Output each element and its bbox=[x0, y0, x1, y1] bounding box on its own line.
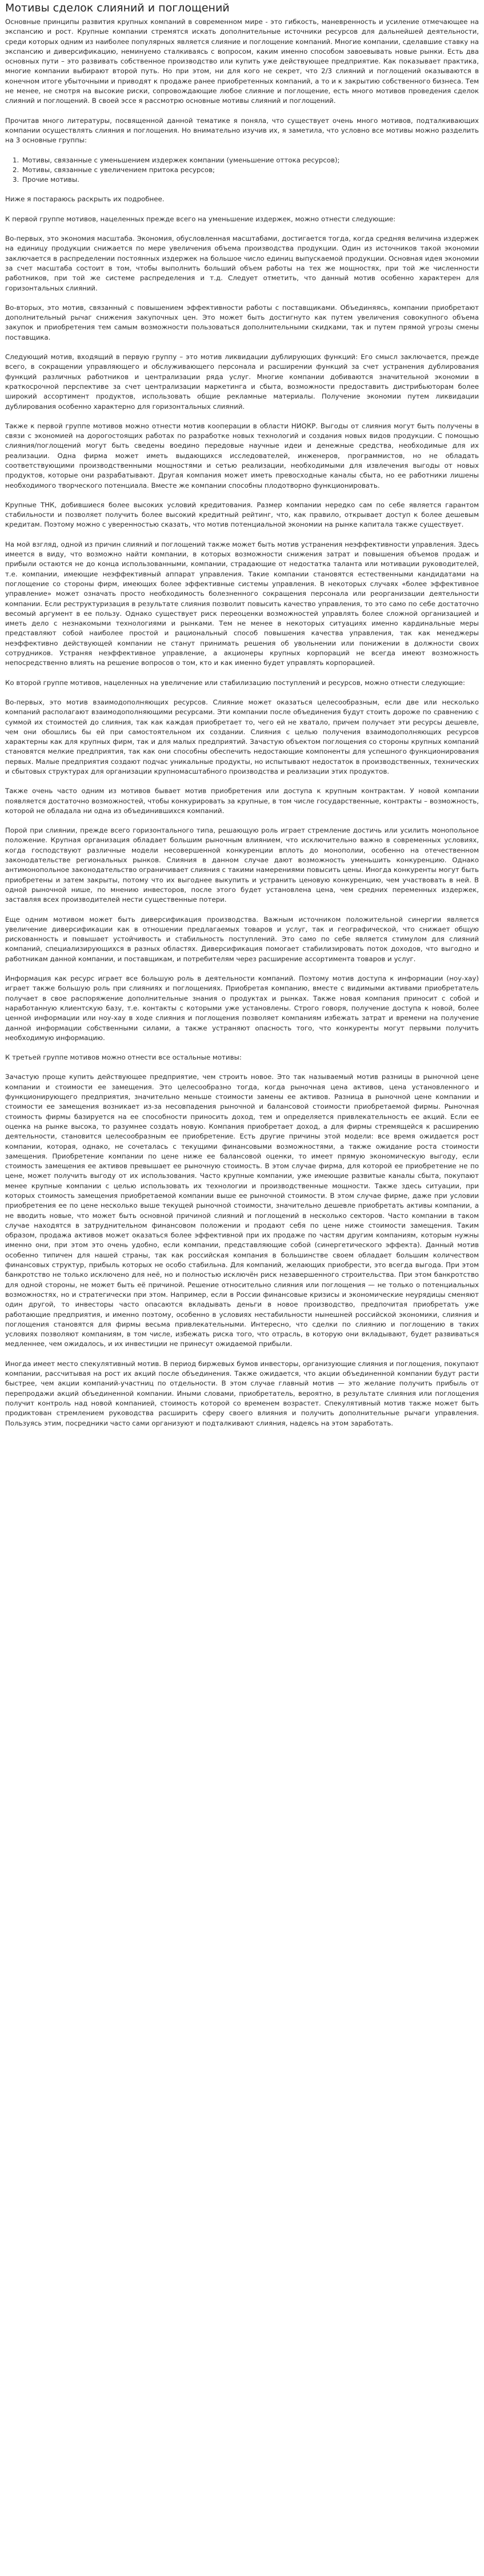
paragraph: Во-первых, это мотив взаимодополняющих ресурсов. Слияние может оказаться целесообразным, если две или несколько компаний располагают взаимодополняющими ресурсами. Эти компании после объединения будут стоить дороже по сравнению с суммой их стоимостей до слияния, так как каждая приобретает то, чего ей не хватало, причем получает эти ресурсы дешевле, чем они обошлись бы ей при самостоятельном их создании. Слияния с целью получения взаимодополняющих ресурсов характерны как для крупных фирм, так и для малых предприятий. Зачастую объектом поглощения со стороны крупных компаний становятся мелкие предприятия, так как они способны обеспечить недостающие компоненты для успешного функционирования первых. Малые предприятия создают подчас уникальные продукты, но испытывают недостаток в производственных, технических и сбытовых структурах для организации крупномасштабного производства и реализации этих продуктов. bbox=[5, 698, 479, 775]
page-title: Мотивы сделок слияний и поглощений bbox=[5, 2, 230, 14]
paragraph: Во-вторых, это мотив, связанный с повышением эффективности работы с поставщиками. Объединяясь, компании приобретают дополнительный рычаг снижения закупочных цен. Это может быть достигнуто как путем увеличения совокупного объема закупок и приобретения тем самым возможности пользоваться дополнительными скидками, так и путем прямой угрозы смены поставщика. bbox=[5, 303, 479, 341]
paragraph: Также к первой группе мотивов можно отнести мотив кооперации в области НИОКР. Выгоды от слияния могут быть получены в связи с экономией на дорогостоящих работах по разработке новых технологий и создания новых видов продукции. С помощью слияния/поглощений могут быть сведены воедино передовые научные идеи и денежные средства, необходимые для их реализации. Одна фирма может иметь выдающихся исследователей, инженеров, программистов, но не обладать соответствующими производственными мощностями и сетью реализации, необходимыми для извлечения выгоды от новых продуктов, которые они разрабатывают. Другая компания может иметь превосходные каналы сбыта, но ее работники лишены необходимого творческого потенциала. Вместе же компании способны плодотворно функционировать. bbox=[5, 421, 479, 489]
paragraph: Иногда имеет место спекулятивный мотив. В период биржевых бумов инвесторы, организующие слияния и поглощения, покупают компании, рассчитывая на рост их акций после объединения. Также ожидается, что акции объединенной компании будут расти быстрее, чем акции компаний-участниц по отдельности. В этом случае главный мотив — это желание получить прибыль от перепродажи акций объединенной компании. Иными словами, приобретатель, вероятно, в результате слияния или поглощения получит контроль над новой компанией, стоимость которой со временем возрастет. Спекулятивный мотив также может быть продиктован стремлением руководства расширить сферу своего влияния и получить дополнительные рычаги управления. Пользуясь этим, посредники часто сами организуют и подталкивают слияния, надеясь на этом заработать. bbox=[5, 1359, 479, 1427]
paragraph: Также очень часто одним из мотивов бывает мотив приобретения или доступа к крупным контрактам. У новой компании появляется достаточно возможностей, чтобы конкурировать за крупные, в том числе государственные, контракты – возможность, которой не обладала ни одна из объединившихся компаний. bbox=[5, 787, 479, 815]
list-item: 2. Мотивы, связанные с увеличением притока ресурсов; bbox=[21, 165, 479, 175]
paragraph: Следующий мотив, входящий в первую группу – это мотив ликвидации дублирующих функций: Его смысл заключается, прежде всего, в сокращении управляющего и обслуживающего персонала и расширении функций за счет устранения дублирования функций различных работников и централизации ряда услуг. Многие компании добиваются значительной экономии в краткосрочной перспективе за счет централизации маркетинга и сбыта, возможности предоставить дистрибьюторам более широкий ассортимент продуктов, использовать общие рекламные материалы. Получение экономии путем ликвидации дублирования особенно характерно для горизонтальных слияний. bbox=[5, 353, 479, 411]
paragraph: Зачастую проще купить действующее предприятие, чем строить новое. Это так называемый мотив разницы в рыночной цене компании и стоимости ее замещения. Это целесообразно тогда, когда рыночная цена активов, цена установленного и функционирующего предприятия, значительно меньше стоимости замены ее активов. Разница в рыночной цене компании и стоимости ее замещения возникает из-за несовпадения рыночной и балансовой стоимости приобретаемой фирмы. Рыночная стоимость фирмы базируется на ее способности приносить доход, тем и определяется привлекательность ее акций. Если ее оценка на рынке высока, то разумнее создать новую. Компания приобретает доход, а для фирмы стремящейся к расширению деятельности, становится целесообразным ее приобретение. Есть другие причины этой модели: все время ожидается рост компании, которая, однако, не сочеталась с текущими финансовыми возможностями, а также ожидание роста стоимости замещения. Приобретение компании по цене ниже ее балансовой оценки, то имеет прямую экономическую выгоду, если стоимость замещения ее активов превышает ее рыночную стоимость. В этом случае фирма, для которой ее приобретение не по цене, может получить выгоду от их использования. Часто крупные компании, уже имеющие развитые каналы сбыта, покупают менее крупные компании с целью использовать их технологии и производственные мощности. Также здесь ситуации, при которых стоимость замещения приобретаемой компании выше ее рыночной стоимости. В этом случае фирме, даже при условии приобретения ее по цене несколько выше текущей рыночной стоимости, значительно дешевле приобретать активы компании, а не вводить новые, что может быть основной причиной слияний и поглощений в несколько секторов. Часто компании в таком случае находятся в затруднительном финансовом положении и продают себя по цене ниже стоимости замещения. Таким образом, продажа активов может оказаться более эффективной при их продаже по частям другим компаниям, которым нужны именно они, при этом это очень удобно, если компании, представляющие собой (синергетического эффекта). Данный мотив особенно типичен для нашей страны, так как российская компания в большинстве своем обладает большим количеством финансовых структур, прибыль которых не особо стабильна. Для компаний, желающих приобрести, это всегда выгода. При этом банкротство не только исключено для неё, но и полностью исключён риск незавершенного строительства. При этом банкротство для одной стороны, не может быть её причиной. Решение относительно слияния или поглощения — не только о потенциальных возможностях, но и стратегически при этом. Например, если в России финансовые кризисы и экономические неурядицы сменяют один другой, то инвесторы часто опасаются вкладывать деньги в новое производство, предпочитая приобретать уже работающие предприятия, и именно поэтому, особенно в условиях нестабильности нынешней российской экономики, слияния и поглощения становятся для фирмы весьма привлекательными. Интересно, что сделки по слиянию и поглощению в таких условиях позволяют компаниям, в том числе, избежать риска того, что отрасль, в которую они вкладывают, будет развиваться медленнее, чем ожидалось, и их инвестиции не принесут ожидаемой прибыли. bbox=[5, 1073, 479, 1348]
paragraph: Во-первых, это экономия масштаба. Экономия, обусловленная масштабами, достигается тогда, когда средняя величина издержек на единицу продукции снижается по мере увеличения объема производства продукции. Один из источников такой экономии заключается в распределении постоянных издержек на большое число единиц выпускаемой продукции. Основная идея экономии за счет масштаба состоит в том, чтобы выполнить больший объем работы на тех же мощностях, при той же численности работников, при той же системе распределения и т.д. Следует отметить, что данный мотив особенно характерен для горизонтальных слияний. bbox=[5, 234, 479, 292]
paragraph: Ко второй группе мотивов, нацеленных на увеличение или стабилизацию поступлений и ресурсов, можно отнести следующие: bbox=[5, 678, 465, 687]
list-item: 1. Мотивы, связанные с уменьшением издержек компании (уменьшение оттока ресурсов); bbox=[21, 156, 479, 165]
paragraph: Еще одним мотивом может быть диверсификация производства. Важным источником положительной синергии является увеличение диверсификации как в отношении предлагаемых товаров и услуг, так и географической, что снижает общую рискованность и повышает устойчивость и стабильность поступлений. Это само по себе является стимулом для слияний компаний, специализирующихся в разных областях. Диверсификация помогает стабилизировать поток доходов, что выгодно и работникам данной компании, и поставщикам, и потребителям через расширение ассортимента товаров и услуг. bbox=[5, 915, 479, 963]
paragraph: Крупные ТНК, добившиеся более высоких условий кредитования. Размер компании нередко сам по себе является гарантом стабильности и позволяет получить более высокий кредитный рейтинг, что, как правило, открывает доступ к более дешевым кредитам. Поэтому можно с уверенностью сказать, что мотив потенциальной экономии на рынке капитала также существует. bbox=[5, 500, 479, 529]
paragraph: Ниже я постараюсь раскрыть их подробнее. bbox=[5, 195, 165, 204]
paragraph: Информация как ресурс играет все большую роль в деятельности компаний. Поэтому мотив доступа к информации (ноу-хау) играет также большую роль при слияниях и поглощениях. Приобретая компанию, вместе с видимыми активами приобретатель получает в свое распоряжение дополнительные знания о продуктах и рынках. Также новая компания приносит с собой и наработанную клиентскую базу, т.е. контакты с которыми уже установлены. Строго говоря, получение доступа к новой, более ценной информации или ноу-хау в ходе слияния и поглощения позволяет компаниям избежать затрат и времени на получение данной информации собственными силами, а также устраняют опасность того, что конкуренты могут первыми получить необходимую информацию. bbox=[5, 974, 479, 1042]
intro-section bbox=[5, 17, 479, 146]
paragraph: К первой группе мотивов, нацеленных прежде всего на уменьшение издержек, можно отнести следующие: bbox=[5, 214, 396, 223]
paragraph: Основные принципы развития крупных компаний в современном мире - это гибкость, маневренность и усиление отмечающее на экспансию и рост. Крупные компании стремятся искать дополнительные источники ресурсов для дальнейшей деятельности, среди которых одним из наиболее популярных является слияние и поглощение компаний. Многие компании, сделавшие ставку на экспансию и диверсификацию, неминуемо сталкиваясь с вопросом, каким именно способом завоевывать новые рынки. Есть два основных пути – это развивать собственное производство или купить уже действующее предприятие. Как показывает практика, многие компании выбирают второй путь. Но при этом, ни для кого не секрет, что 2/3 слияний и поглощений оказываются в конечном итоге убыточными и приводят к продаже ранее приобретенных компаний, а то и к закрытию собственного бизнеса. Тем не менее, не смотря на высокие риски, сопровождающие любое слияние и поглощение, есть много мотивов проведения сделок слияний и поглощений. В своей эссе я рассмотрю основные мотивы слияний и поглощений. bbox=[5, 18, 479, 105]
paragraph: Порой при слиянии, прежде всего горизонтального типа, решающую роль играет стремление достичь или усилить монопольное положение. Крупная организация обладает большим рыночным влиянием, что исключительно важно в современных условиях, когда господствуют различные модели несовершенной конкуренции вплоть до монополии, особенно на отечественном законодательстве региональных рынков. Слияния в данном случае дают возможность уменьшить конкуренцию. Однако антимонопольное законодательство ограничивает слияния с такими намерениями повысить цены. Иногда конкуренты могут быть приобретены и затем закрыты, потому что их выгоднее выкупить и устранить ценовую конкуренцию, чем участвовать в ней. В одной рыночной нише, по мнению инвесторов, после этого будет установлена цена, чем средних переменных издержек, заставляя всех производителей нести существенные потери. bbox=[5, 826, 479, 904]
paragraph: На мой взгляд, одной из причин слияний и поглощений также может быть мотив устранения неэффективности управления. Здесь имеется в виду, что возможно найти компании, в которых возможности снижения затрат и повышения объемов продаж и прибыли остаются не до конца использованными, компании, страдающие от недостатка таланта или мотивации руководителей, т.е. компании, имеющие неэффективный аппарат управления. Такие компании становятся естественными кандидатами на поглощение со стороны фирм, имеющих более эффективные системы управления. В некоторых случаях «более эффективное управление» может означать просто необходимость болезненного сокращения персонала или реорганизации деятельности компании. Если реструктуризация в результате слияния позволит повысить качество управления, то это само по себе достаточно весомый аргумент в ее пользу. Однако существует риск переоценки возможностей управлять более сложной организацией и иметь дело с незнакомыми технологиями и рынками. Тем не менее в некоторых ситуациях именно кардинальные меры представляют собой наиболее простой и рациональный способ повышения качества управления, так как менеджеры неэффективно действующей компании не станут принимать решения об увольнении или понижении в должности своих сотрудников. Устраняя неэффективное управление, а акционеры крупных корпораций не всегда имеют возможность непосредственно влиять на решение вопросов о том, кто и как именно будет управлять корпорацией. bbox=[5, 540, 479, 667]
list-item: 3. Прочие мотивы. bbox=[21, 175, 479, 185]
paragraph: К третьей группе мотивов можно отнести все остальные мотивы: bbox=[5, 1053, 242, 1062]
body-section bbox=[5, 194, 479, 1428]
paragraph: Прочитав много литературы, посвященной данной тематике я поняла, что существует очень много мотивов, подталкивающих компании осуществлять слияния и поглощения. Но внимательно изучив их, я заметила, что условно все мотивы можно разделить на 3 основные группы: bbox=[5, 116, 479, 145]
motive-groups-list bbox=[5, 156, 479, 185]
